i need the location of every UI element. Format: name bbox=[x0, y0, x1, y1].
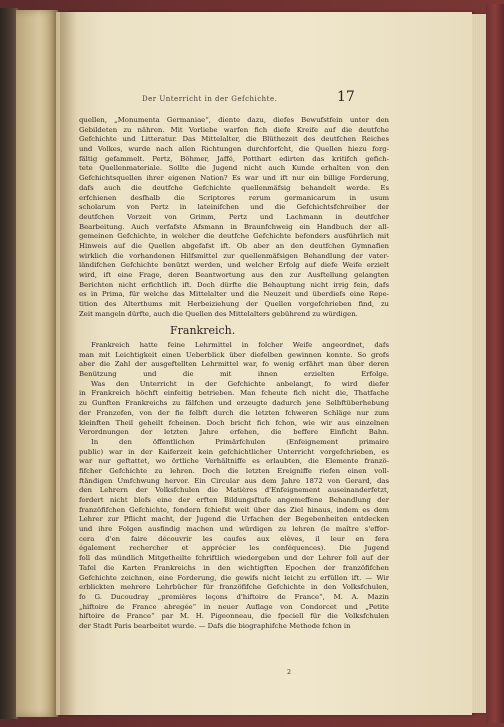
text-line: erblickten mehrere Lehrbücher für franzöfifche Gefchichte in den Volksfchulen, bbox=[79, 583, 389, 592]
text-line: Verordnungen der letzten Jahre erfehen, die beffere Einficht Bahn. bbox=[79, 428, 389, 437]
text-line: deutfchen Vorzeit von Grimm, Pertz und Lachmann in deutfcher bbox=[79, 212, 389, 221]
text-line: kleinften Theil geheilt fcheinen. Doch bricht fich fchon, wie wir aus einzelnen bbox=[79, 418, 389, 427]
page-gutter-shadow bbox=[60, 12, 78, 715]
text-line: der Stadt Paris bearbeitet wurde. — Dafs die biographifche Methode fchon in bbox=[79, 621, 351, 630]
text-line: foll das mündlich Mitgetheilte fchriftlich wiedergeben und der Lehrer foll auf der bbox=[79, 554, 389, 563]
text-line: scholarum von Pertz in lateinifchen und die Gefchichtsfchreiber der bbox=[79, 203, 389, 212]
text-line: erfchienen desfhalb die Scriptores rerum germanicarum in usum bbox=[79, 193, 389, 202]
text-line: fifcher Gefchichte zu lehren. Doch die letzten Ereigniffe riefen einen voll- bbox=[79, 466, 389, 475]
text-line: Gefchichte und Litteratur. Das Mittelalter, die Blüthezeit des deutfchen Reiches bbox=[79, 135, 389, 144]
signature-mark: 2 bbox=[287, 668, 292, 676]
paragraph-france-teaching bbox=[79, 341, 389, 632]
text-line: und ihre Folgen ausfindig machen und würdigen zu lehren (le maître s'effor- bbox=[79, 525, 389, 534]
text-line: wirklich die vorhandenen Hilfsmittel zur quellenmäfsigen Behandlung der vater- bbox=[79, 251, 389, 260]
text-line: aber die Zahl der ausgeftellten Lehrmittel war, fo wenig erfährt man über deren bbox=[79, 360, 389, 369]
text-line: Was den Unterricht in der Gefchichte anbelangt, fo wird diefer bbox=[91, 379, 389, 388]
text-line: Zeit mangeln dürfte, auch die Quellen des Mittelalters gebührend zu würdigen. bbox=[79, 309, 358, 318]
text-line: Gefchichtsquellen ihrer eigenen Nation? Es war und ift nur ein billige Forderung, bbox=[79, 174, 389, 183]
text-line: fo G. Ducoudray „premières leçons d'hiftoire de France“, M. A. Mazin bbox=[79, 592, 389, 601]
text-line: war nur geftattet, wo örtliche Verhältniffe es erlaubten, die Elemente franzö- bbox=[79, 457, 389, 466]
text-line: und Volkes, wurde nach allen Richtungen durchforfcht, die Quellen hiezu forg- bbox=[79, 145, 389, 154]
text-line: Bearbeitung. Auch verfafste Afsmann in Braunfchweig ein Handbuch der all- bbox=[79, 222, 389, 231]
paragraph-germany-sources bbox=[79, 116, 389, 319]
text-line: dafs auch die deutfche Gefchichte quellenmäfsig behandelt werde. Es bbox=[79, 183, 389, 192]
page-edges bbox=[472, 14, 486, 713]
text-line: den Lehrern der Volksfchulen die Matières d'Enfeignement auseinanderfetzt, bbox=[79, 486, 389, 495]
text-line: Gefchichte zeichnen, eine Forderung, die gewifs nicht leicht zu erfüllen ift. — Wir bbox=[79, 573, 389, 582]
running-head: Der Unterricht in der Gefchichte. bbox=[142, 95, 278, 103]
text-line: Hinweis auf die Quellen abgefafst ift. Ob aber an den deutfchen Gymnafien bbox=[79, 241, 389, 250]
text-line: public) war in der Kaiferzeit kein gefchichtlicher Unterricht vorgefchrieben, es bbox=[79, 447, 389, 456]
text-line: fordert nicht blofs eine der erften Bildungsftufe angemeffene Behandlung der bbox=[79, 496, 389, 504]
text-line: Gebildeten zu nähren. Mit Vorliebe warfen fich diefe Kreife auf die deutfche bbox=[79, 125, 389, 134]
text-line: zu Gunften Frankreichs zu fälfchen und erzeugte dadurch jene Selbftüberhebung bbox=[79, 399, 389, 408]
page-number: 17 bbox=[337, 89, 355, 105]
text-line: es in Prima, für welche das Mittelalter und die Neuzeit und überdiefs eine Repe- bbox=[79, 290, 389, 299]
text-line: cera d'en faire découvrir les caufes aux elèves, il leur en fera bbox=[79, 534, 389, 543]
text-line: Benützung und die mit ihnen erzielten Erfolge. bbox=[79, 370, 389, 379]
text-line: fältig gefammelt. Pertz, Böhmer, Jaffé, Potthart edirten das kritifch gefich- bbox=[79, 154, 389, 163]
text-line: in Frankreich höchft einfeitig betrieben. Man fcheute fich nicht die, Thatfache bbox=[79, 389, 389, 398]
text-line: quellen, „Monumenta Germaniae“, diente dazu, diefes Bewufstfein unter den bbox=[79, 116, 389, 124]
text-line: Berichten nicht erfichtlich ift. Doch dürfte die Behauptung nicht irrig fein, dafs bbox=[79, 280, 389, 289]
text-line: hiftoire de France“ par M. H. Pigeonneau, die fpeciell für die Volksfchulen bbox=[79, 612, 389, 621]
text-line: wird, ift eine Frage, deren Beantwortung aus den zur Ausftellung gelangten bbox=[79, 271, 389, 279]
text-line: également rechercher et apprécier les conféquences). Die Jugend bbox=[79, 544, 389, 553]
text-line: Frankreich hatte feine Lehrmittel in folcher Weife angeordnet, dafs bbox=[91, 341, 389, 349]
text-line: franzöfifchen Gefchichte, fondern fchiefst weit über das Ziel hinaus, indem es dem bbox=[79, 505, 389, 514]
text-line: „hiftoire de France abregée“ in neuer Auflage von Condorcet und „Petite bbox=[79, 602, 389, 611]
text-line: tition des Alterthums mit Herbeiziehung der Quellen vorgefchrieben find, zu bbox=[79, 300, 389, 309]
text-line: Tafel die Karten Frankreichs in den wichtigften Epochen der franzöfifchen bbox=[79, 563, 389, 572]
text-line: Lehrer zur Pflicht macht, der Jugend die Urfachen der Begebenheiten entdecken bbox=[79, 515, 389, 524]
text-line: ftändigen Umfchwung hervor. Ein Circular aus dem Jahre 1872 von Gerard, das bbox=[79, 476, 389, 485]
text-line: ländifchen Gefchichte benützt werden, und welcher Erfolg auf diefe Weife erzielt bbox=[79, 261, 389, 270]
text-line: In den öffentlichen Primärfchulen (Enfeignement primaire bbox=[91, 437, 389, 446]
section-heading-frankreich: Frankreich. bbox=[170, 324, 236, 337]
text-line: gemeinen Gefchichte, in welcher die deutfche Gefchichte befonders ausführlich mit bbox=[79, 232, 389, 241]
text-line: tete Quellenmateriale. Sollte die Jugend nicht auch Kunde erhalten von den bbox=[79, 164, 389, 173]
right-cover-edge bbox=[486, 4, 504, 723]
text-line: der Franzofen, von der fie felbft durch die letzten fchweren Schläge nur zum bbox=[79, 408, 389, 417]
text-line: man mit Leichtigkeit einen Ueberblick über diefelben gewinnen konnte. So grofs bbox=[79, 350, 389, 359]
left-page-stack bbox=[16, 10, 58, 717]
